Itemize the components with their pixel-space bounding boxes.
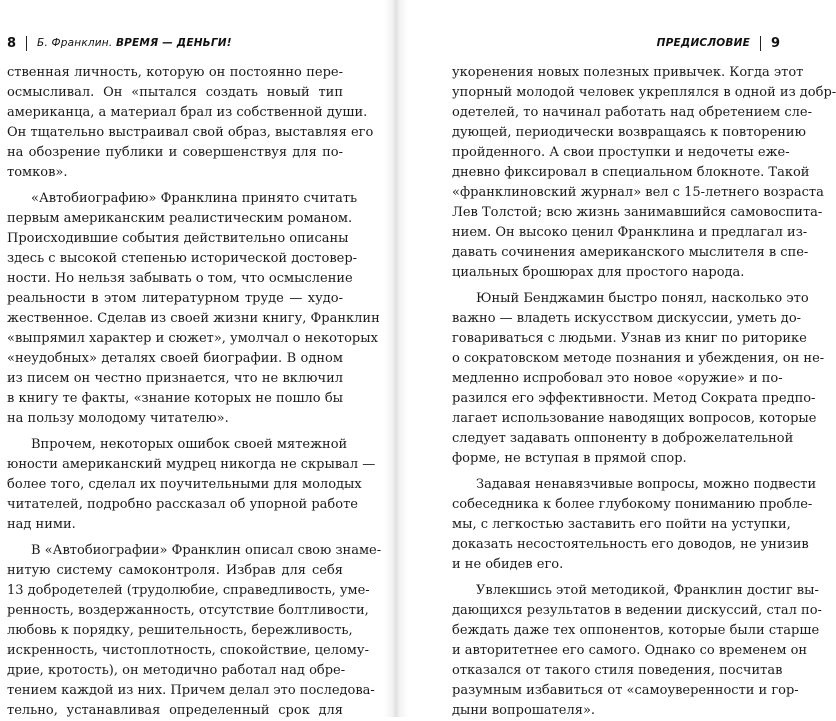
text-line: 13 добродетелей (трудолюбие, справедливость, уме- bbox=[7, 583, 370, 598]
text-line: дрие, кротость), он методично работал над обре- bbox=[7, 663, 346, 678]
text-line: тельно, устанавливая определенный срок для bbox=[7, 703, 343, 718]
right-page-header bbox=[657, 33, 780, 53]
text-line: дыни вопрошателя». bbox=[452, 703, 596, 718]
book-gutter-shadow bbox=[384, 0, 408, 717]
text-line: давать сочинения американского мыслителя в спе- bbox=[452, 245, 809, 260]
text-line: искренность, чистоплотность, спокойствие, целому- bbox=[7, 643, 369, 658]
header-divider-right bbox=[760, 36, 761, 51]
text-line: медленно испробовал это новое «оружие» и по- bbox=[452, 371, 783, 386]
text-line: мы, с легкостью заставить его пойти на уступки, bbox=[452, 517, 791, 532]
text-line: ности. Но нельзя забывать о том, что осмысление bbox=[7, 271, 353, 286]
text-line: на пользу молодому читателю». bbox=[7, 411, 229, 426]
text-line: дающихся результатов в ведении дискуссий, стал по- bbox=[452, 603, 822, 618]
paragraph bbox=[7, 63, 374, 183]
text-line: и не обидев его. bbox=[452, 557, 564, 572]
text-line: в книгу те факты, «знание которых не пошло бы bbox=[7, 391, 343, 406]
text-line: циальных брошюрах для простого народа. bbox=[452, 265, 745, 280]
text-line: томков». bbox=[7, 165, 68, 180]
running-head-right bbox=[657, 37, 750, 49]
text-line: нитую систему самоконтроля. Избрав для себя bbox=[7, 563, 343, 578]
text-line: В «Автобиографии» Франклин описал свою знаме- bbox=[31, 543, 382, 558]
text-line: «Автобиографию» Франклина принято считать bbox=[31, 191, 358, 206]
text-line: о сократовском методе познания и убеждения, он не- bbox=[452, 351, 825, 366]
paragraph bbox=[452, 63, 836, 283]
paragraph bbox=[7, 435, 376, 535]
text-line: беждать даже тех оппонентов, которые были старше bbox=[452, 623, 820, 638]
text-line: над ними. bbox=[7, 517, 76, 532]
text-line: из писем он честно признается, что не включил bbox=[7, 371, 343, 386]
text-line: важно — владеть искусством дискуссии, уметь до- bbox=[452, 311, 802, 326]
text-line: одетелей, то начинал работать над обретением сле- bbox=[452, 105, 812, 120]
text-line: американца, а материал брал из собственной души. bbox=[7, 105, 368, 120]
text-line: первым американским реалистическим романом. bbox=[7, 211, 353, 226]
text-line: «франклиновский журнал» вел с 15-летнего возраста bbox=[452, 185, 824, 200]
page-number-right: 9 bbox=[770, 35, 780, 51]
left-page-header bbox=[7, 33, 232, 53]
text-line: говариваться с людьми. Узнав из книг по риторике bbox=[452, 331, 807, 346]
text-line: тением каждой из них. Причем делал это последова- bbox=[7, 683, 375, 698]
text-line: «неудобных» деталях своей биографии. В одном bbox=[7, 351, 343, 366]
text-line: более того, сделал их поучительными для молодых bbox=[7, 477, 362, 492]
text-line: жественное. Сделав из своей жизни книгу, Франклин bbox=[7, 311, 380, 326]
text-line: и авторитетнее его самого. Однако со временем он bbox=[452, 643, 808, 658]
text-line: юности американский мудрец никогда не скрывал — bbox=[7, 457, 376, 472]
text-line: читателей, подробно рассказал об упорной работе bbox=[7, 497, 358, 512]
paragraph bbox=[7, 541, 382, 721]
text-line: реальности в этом литературном труде — худо- bbox=[7, 291, 343, 306]
text-line: ренность, воздержанность, отсутствие болтливости, bbox=[7, 603, 369, 618]
running-head-left bbox=[37, 37, 232, 49]
text-line: «выпрямил характер и сюжет», умолчал о некоторых bbox=[7, 331, 378, 346]
text-line: Увлекшись этой методикой, Франклин достиг вы- bbox=[476, 583, 819, 598]
left-page-body bbox=[7, 63, 382, 721]
text-line: упорный молодой человек укреплялся в одной из добр- bbox=[452, 85, 836, 100]
text-line: пройденного. А свои проступки и недочеты еже- bbox=[452, 145, 790, 160]
text-line: дующей, периодически возвращаясь к повторению bbox=[452, 125, 806, 140]
text-line: следует задавать оппоненту в доброжелательной bbox=[452, 431, 794, 446]
running-head-author: Б. Франклин. bbox=[37, 37, 116, 49]
page-number-left: 8 bbox=[7, 35, 17, 51]
right-page bbox=[396, 0, 836, 718]
text-line: отказался от такого стиля поведения, посчитав bbox=[452, 663, 783, 678]
text-line: Юный Бенджамин быстро понял, насколько это bbox=[476, 291, 809, 306]
running-head-section: ПРЕДИСЛОВИЕ bbox=[656, 37, 750, 49]
paragraph bbox=[452, 475, 817, 575]
text-line: Задавая ненавязчивые вопросы, можно подвести bbox=[476, 477, 817, 492]
text-line: доказать несостоятельность его доводов, не унизив bbox=[452, 537, 809, 552]
text-line: Происходившие события действительно описаны bbox=[7, 231, 349, 246]
right-page-body bbox=[452, 63, 836, 721]
text-line: собеседника к более глубокому пониманию пробле- bbox=[452, 497, 813, 512]
text-line: здесь с высокой степенью исторической достовер- bbox=[7, 251, 358, 266]
text-line: форме, не вступая в прямой спор. bbox=[452, 451, 687, 466]
text-line: Лев Толстой; всю жизнь занимавшийся самовоспита- bbox=[452, 205, 823, 220]
text-line: лагает использование наводящих вопросов, которые bbox=[452, 411, 817, 426]
left-page bbox=[0, 0, 396, 717]
text-line: дневно фиксировал в специальном блокноте. Такой bbox=[452, 165, 810, 180]
text-line: на обозрение публики и совершенствуя для по- bbox=[7, 145, 343, 160]
text-line: разумным избавиться от «самоуверенности и гор- bbox=[452, 683, 799, 698]
text-line: осмысливал. Он «пытался создать новый тип bbox=[7, 85, 343, 100]
text-line: разился его эффективности. Метод Сократа предпо- bbox=[452, 391, 816, 406]
text-line: любовь к порядку, решительность, бережливость, bbox=[7, 623, 353, 638]
paragraph bbox=[7, 189, 380, 429]
header-divider-left bbox=[26, 36, 27, 51]
running-head-title: ВРЕМЯ — ДЕНЬГИ! bbox=[115, 37, 232, 49]
text-line: укоренения новых полезных привычек. Когда этот bbox=[452, 65, 804, 80]
text-line: нием. Он высоко ценил Франклина и предлагал из- bbox=[452, 225, 808, 240]
paragraph bbox=[452, 581, 822, 721]
text-line: ственная личность, которую он постоянно пере- bbox=[7, 65, 343, 80]
paragraph bbox=[452, 289, 825, 469]
text-line: Он тщательно выстраивал свой образ, выставляя его bbox=[7, 125, 374, 140]
text-line: Впрочем, некоторых ошибок своей мятежной bbox=[31, 437, 348, 452]
